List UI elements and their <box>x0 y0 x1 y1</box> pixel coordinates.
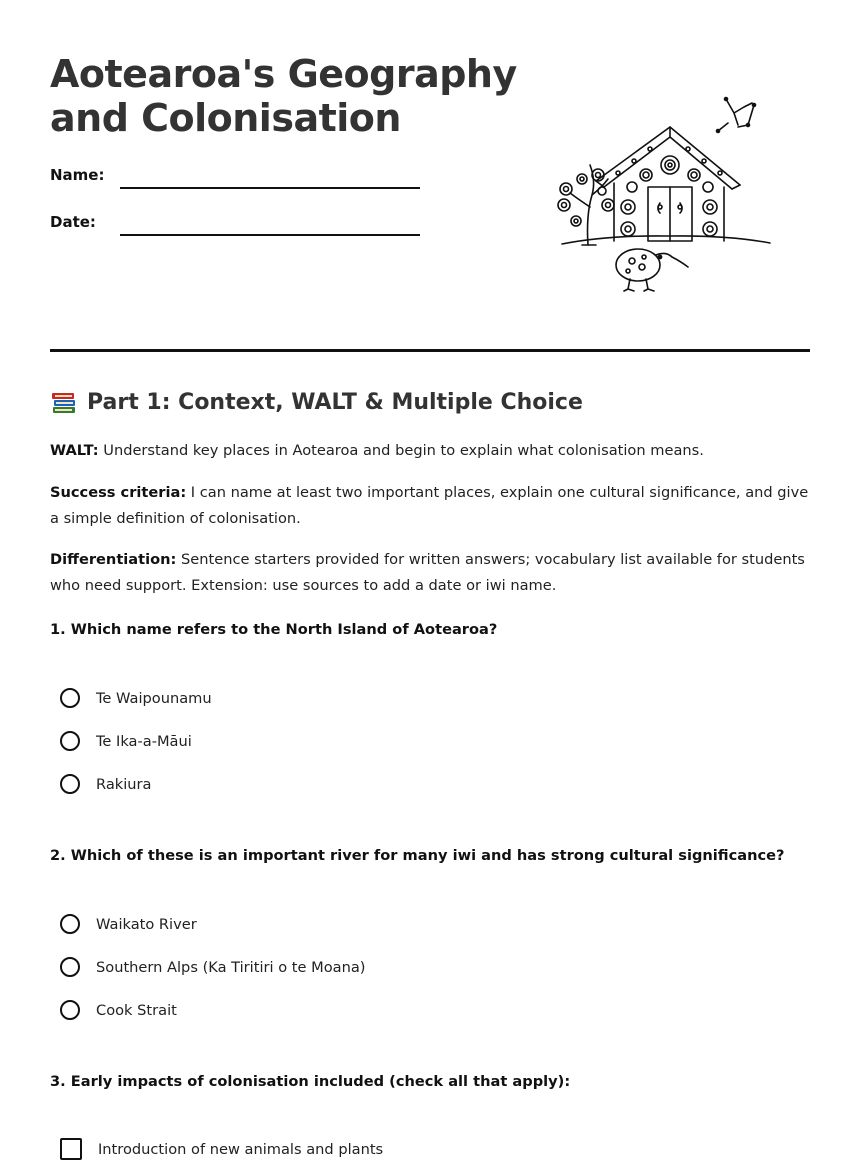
option-label: Te Ika-a-Māui <box>96 732 192 750</box>
date-input-line[interactable] <box>120 234 420 236</box>
radio-button[interactable] <box>60 774 80 794</box>
date-label: Date: <box>50 213 96 231</box>
walt-label: WALT: <box>50 442 99 459</box>
radio-button[interactable] <box>60 1000 80 1020</box>
option-label: Cook Strait <box>96 1001 177 1019</box>
name-field <box>50 166 420 196</box>
radio-button[interactable] <box>60 957 80 977</box>
walt-text: Understand key places in Aotearoa and begin to explain what colonisation means. <box>98 442 704 459</box>
success-criteria-text: I can name at least two important places, explain one cultural significance, and give a simple definition of colonisation. <box>50 484 809 527</box>
question-2-option-1[interactable] <box>60 911 197 937</box>
question-1: 1. Which name refers to the North Island of Aotearoa? <box>50 621 498 638</box>
option-label: Waikato River <box>96 915 197 933</box>
differentiation-paragraph <box>50 547 810 599</box>
wharenui-kiwi-illustration <box>548 95 778 295</box>
walt-paragraph <box>50 438 810 464</box>
question-2-option-2[interactable] <box>60 954 365 980</box>
date-field <box>50 213 420 243</box>
option-label: Introduction of new animals and plants <box>98 1140 384 1158</box>
differentiation-label: Differentiation: <box>50 551 177 568</box>
radio-button[interactable] <box>60 731 80 751</box>
question-2-option-3[interactable] <box>60 997 177 1023</box>
question-2: 2. Which of these is an important river for many iwi and has strong cultural significance? <box>50 847 785 864</box>
differentiation-text: Sentence starters provided for written answers; vocabulary list available for students who need support. Extension: use sources to add a date or iwi name. <box>50 551 805 594</box>
section-heading-text: Part 1: Context, WALT & Multiple Choice <box>87 389 583 415</box>
section-heading <box>50 388 583 416</box>
checkbox[interactable] <box>60 1138 82 1160</box>
question-1-option-2[interactable] <box>60 728 192 754</box>
question-3: 3. Early impacts of colonisation included (check all that apply): <box>50 1073 571 1090</box>
option-label: Rakiura <box>96 775 152 793</box>
section-divider <box>50 349 810 352</box>
option-label: Te Waipounamu <box>96 689 212 707</box>
radio-button[interactable] <box>60 914 80 934</box>
name-input-line[interactable] <box>120 187 420 189</box>
option-label: Southern Alps (Ka Tiritiri o te Moana) <box>96 958 366 976</box>
page-title: Aotearoa's Geography and Colonisation <box>50 52 517 140</box>
name-label: Name: <box>50 166 105 184</box>
question-1-option-1[interactable] <box>60 685 212 711</box>
question-1-option-3[interactable] <box>60 771 151 797</box>
success-criteria-paragraph <box>50 480 810 532</box>
radio-button[interactable] <box>60 688 80 708</box>
question-3-option-1[interactable] <box>60 1136 383 1162</box>
books-icon <box>50 388 78 416</box>
success-criteria-label: Success criteria: <box>50 484 187 501</box>
